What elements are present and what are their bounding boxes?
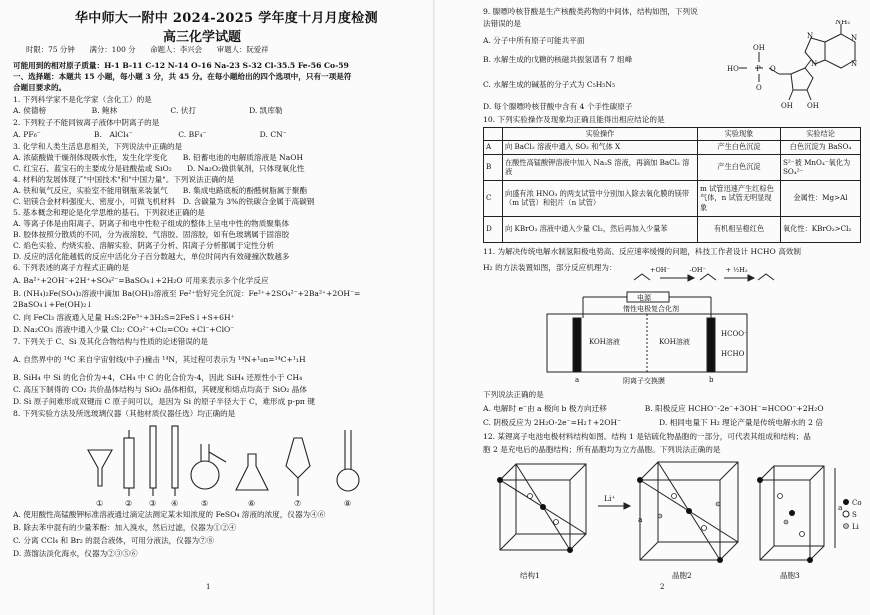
q7-option-a: A. 自然界中的 ¹⁴C 来自宇宙射线(中子)撞击 ¹⁴N，其过程可表示为 ¹⁴N+¹₀n=¹⁴C+¹₁H [13,355,306,364]
q8-option-d: D. 蒸馏法淡化海水，仪器为②③⑤⑥ [13,549,138,558]
burette-alt-icon [172,426,178,496]
q4-option-cd: C. 铝镁合金材料强度大、密度小，可做飞机材料 D. 含碳量为 3%的铁碳合金属于高碳钢 [13,197,315,206]
mol-ho: HO [727,65,739,73]
q5-option-a: A. 等离子体是由阳离子、阴离子和电中性粒子组成的整体上呈电中性的物质聚集体 [13,219,290,228]
flask-icon [191,444,226,489]
device-power-label: 电源 [637,294,651,302]
funnel-icon [88,450,112,486]
table-cell: 在酸性高锰酸钾溶液中加入 Na₂S 溶液，再滴加 BaCl₂ 溶液 [503,154,698,180]
crystal-arrow-label: Li⁺ [604,494,616,503]
mol-n1: N [851,34,858,42]
q5-option-c: C. 焰色实验、灼烧实验、溶解实验、阴离子分析、阳离子分析都属于定性分析 [13,241,274,250]
mol-n4: N [811,60,818,68]
apparatus-label-2: ② [125,499,133,508]
legend-s: S [852,511,857,519]
q8-option-a: A. 使用酸性高锰酸钾标准溶液通过滴定法测定某未知浓度的 FeSO₄ 溶液的浓度，仪器为④⑥ [13,510,326,519]
device-membrane: 阴离子交换膜 [623,377,665,385]
q9-stem: 9. 腺嘌呤核苷酸是生产核酸类药物的中间体，结构如图，下列说 [483,7,698,16]
conical-flask-icon [236,454,268,490]
device-film-label: 惰性电极复合化剂 [623,305,679,313]
q3-stem: 3. 化学和人类生活息息相关，下列说法中正确的是 [13,142,183,151]
q9-option-c: C. 水解生成的碱基的分子式为 C₅H₅N₅ [483,80,616,89]
legend-li: Li [852,523,859,531]
mol-oh-right: OH [807,102,819,110]
device-koh-right: KOH溶液 [659,338,690,346]
crystal-legend [843,499,862,531]
mechanism-text: +OH⁻ -OH⁻ + ½H₂ [650,266,748,274]
q6-option-a: A. Ba²⁺+2OH⁻+2H⁺+SO₄²⁻=BaSO₄↓+2H₂O 可用来表示多个化学反应 [13,276,269,285]
table-cell: C [484,180,503,216]
table-row [484,140,861,154]
mol-o-bridge: O [770,65,776,73]
apparatus-label-3: ③ [149,499,157,508]
table-cell: 产生白色沉淀 [698,140,781,154]
device-hcoo: HCOO⁻ [721,330,748,338]
q3-option-ab: A. 浓硫酸做干燥剂体现吸水性，发生化学变化 B. 铅蓄电池的电解质溶液是 NaOH [13,153,304,162]
q6-stem: 6. 下列表述的离子方程式正确的是 [13,263,129,272]
q4-option-ab: A. 铁和氧气反应，实验室不能用钢瓶来装氯气 B. 集成电路底板的酚醛树脂属于聚酯 [13,186,308,195]
table-cell: 氧化性：KBrO₃>Cl₂ [781,216,861,242]
section-header-cont: 合题目要求的。 [13,83,67,92]
table-header [484,128,503,141]
table-cell: D [484,216,503,242]
legend-co: Co [852,499,862,507]
apparatus-figure [80,420,380,508]
table-cell: A [484,140,503,154]
table-cell: 向 KBrO₃ 溶液中通入少量 Cl₂，然后再加入少量苯 [503,216,698,242]
mol-p: P [756,65,761,73]
table-cell: 产生白色沉淀 [698,154,781,180]
molecule-figure [725,20,865,112]
electrolysis-figure [533,290,773,386]
table-header: 实验结论 [781,128,861,141]
q8-option-c: C. 分离 CCl₄ 和 Br₂ 的混合液体，可用分液法，仪器为⑦⑧ [13,536,215,545]
q5-option-b: B. 胶体按照分散质的不同，分为液溶胶、气溶胶、固溶胶，如有色玻璃属于固溶胶 [13,230,290,239]
condenser-icon [124,430,134,496]
exam-info: 时限：75 分钟 满分：100 分 命题人：李兴会 审题人：阮爱祥 [26,45,269,54]
crystal-dim-a1: a [638,515,643,524]
table-header: 实验操作 [503,128,698,141]
q6-option-d: D. Na₂CO₃ 溶液中通入少量 Cl₂: CO₃²⁻+Cl₂=CO₂ +Cl⁻+ClO⁻ [13,325,235,334]
exam-title: 华中师大一附中 2024-2025 学年度十月月度检测 [75,11,378,26]
table-cell: 金属性：Mg>Al [781,180,861,216]
volumetric-flask-icon [337,430,359,491]
q1-stem: 1. 下列科学家不是化学家（含化工）的是 [13,95,152,104]
q9-option-a: A. 分子中所有原子可能共平面 [483,36,585,45]
q8-stem: 8. 下列实验方法及所选玻璃仪器（其他材质仪器任选）均正确的是 [13,409,236,418]
q8-option-b: B. 除去苯中混有的少量苯酚：加入溴水，然后过滤，仪器为①②④ [13,523,237,532]
q1-options: A. 侯德榜 B. 鲍林 C. 伏打 D. 凯库勒 [13,106,283,115]
apparatus-label-4: ④ [171,499,179,508]
table-cell: B [484,154,503,180]
device-koh-left: KOH溶液 [589,338,620,346]
q6-option-b-cont: 2BaSO₄↓+Fe(OH)₂↓ [13,300,93,309]
page-number-right: 2 [660,583,665,591]
q6-option-b: B. (NH₄)₂Fe(SO₄)₂溶液中滴加 Ba(OH)₂溶液至 Fe²⁺恰好完全沉淀：Fe²⁺+2SO₄²⁻+2Ba²⁺+2OH⁻= [13,289,361,298]
apparatus-label-1: ① [96,499,104,508]
q7-option-b: B. SiH₄ 中 Si 的化合价为+4，CH₄ 中 C 的化合价为-4，因此 SiH₄ 还原性小于 CH₄ [13,373,303,382]
page-number-left: 1 [206,583,211,591]
mol-nh2: NH₂ [835,20,851,26]
section-header: 一、选择题：本题共 15 小题，每小题 3 分，共 45 分。在每小题给出的四个选项中，只有一项是符 [13,72,352,81]
table-row [484,154,861,180]
table-row [484,216,861,242]
q3-option-cd: C. 红宝石、蓝宝石的主要成分是硅酸盐或 SiO₂ D. Na₂O₂做供氧剂，只体现氧化性 [13,164,305,173]
q4-stem: 4. 材料的发展体现了"中国技术"和"中国力量"。下列说法正确的是 [13,175,235,184]
q11-stem-cont: H₂ 的方法装置如图，部分反应机理为： [483,263,617,272]
mechanism-figure [630,264,790,290]
table-cell: 有机相呈橙红色 [698,216,781,242]
q7-option-c: C. 高压下制得的 CO₂ 共价晶体结构与 SiO₂ 晶体相似，其硬度和熔点均高于 SiO₂ 晶体 [13,385,307,394]
mol-oh-left: OH [781,102,793,110]
q10-stem: 10. 下列实验操作及现象均正确且能得出相应结论的是 [483,115,665,124]
q11-option-cd: C. 阴极反应为 2H₂O-2e⁻=H₂↑+2OH⁻ D. 相同电量下 H₂ 理论产量是传统电解水的 2 倍 [483,418,823,427]
device-electrode-a: a [575,376,580,384]
q5-option-d: D. 反应的活化能越低的反应中活化分子百分数越大，单位时间内有效碰撞次数越多 [13,252,290,261]
q11-prompt: 下列说法正确的是 [483,390,544,399]
q11-stem: 11. 为解决传统电解水制氢阳极电势高、反应速率缓慢的问题，科技工作者设计 HCHO 高效制 [483,247,801,256]
exam-subtitle: 高三化学试题 [163,30,242,45]
apparatus-label-7: ⑦ [294,499,302,508]
q5-stem: 5. 基本概念和理论是化学思维的基石。下列叙述正确的是 [13,208,205,217]
table-cell: 向 BaCl₂ 溶液中通入 SO₂ 和气体 X [503,140,698,154]
crystal-figure [490,456,865,586]
crystal-caption-2: 晶胞2 [672,571,692,580]
q9-option-b: B. 水解生成的戊糖的核磁共振氢谱有 7 组峰 [483,55,633,64]
crystal-dim-a2: a [838,503,843,512]
q12-stem: 12. 某锂离子电池电极材料结构如图。结构 1 是钴硫化物晶胞的一部分，可代表其组成和结构；晶 [483,432,811,441]
mol-o-dbl: O [756,84,762,92]
crystal-caption-1: 结构1 [520,571,540,580]
apparatus-label-6: ⑥ [248,499,256,508]
table-row [484,180,861,216]
q11-option-ab: A. 电解时 e⁻由 a 极向 b 极方向迁移 B. 阳极反应 HCHO⁻-2e⁻+3OH⁻=HCOO⁻+2H₂O [483,404,824,413]
table-cell: 向盛有浓 HNO₃ 的两支试管中分别加入除去氧化膜的镁带（m 试管）和铝片（n 试管） [503,180,698,216]
q2-options: A. PF₆⁻ B. AlCl₄⁻ C. BF₄⁻ D. CN⁻ [13,130,287,139]
apparatus-label-8: ⑧ [344,499,352,508]
q7-option-d: D. Si 原子间难形成双键而 C 原子间可以，是因为 Si 的原子半径大于 C，难形成 p-pπ 键 [13,397,315,406]
q6-option-c: C. 向 FeCl₃ 溶液通入足量 H₂S:2Fe³⁺+3H₂S=2FeS↓+S+6H⁺ [13,313,235,322]
atomic-mass-line: 可能用到的相对原子质量：H-1 B-11 C-12 N-14 O-16 Na-23 S-32 Cl-35.5 Fe-56 Co-59 [13,61,349,70]
q10-table [483,127,861,243]
mol-n2: N [851,60,858,68]
table-cell: 白色沉淀为 BaSO₄ [781,140,861,154]
table-cell: S²⁻被 MnO₄⁻氧化为 SO₄²⁻ [781,154,861,180]
q7-stem: 7. 下列关于 C、Si 及其化合物结构与性质的论述错误的是 [13,337,208,346]
table-cell: m 试管迅速产生红棕色气体，n 试管无明显现象 [698,180,781,216]
mol-n3: N [807,32,814,40]
device-electrode-b: b [709,376,714,384]
q2-stem: 2. 下列粒子不能同铵离子液体中阴离子的是 [13,118,160,127]
table-header: 实验现象 [698,128,781,141]
mol-oh-top: OH [753,44,765,52]
device-hcho: HCHO [721,350,745,358]
q9-option-d: D. 每个腺嘌呤核苷酸中含有 4 个手性碳原子 [483,102,633,111]
table-header-row [484,128,861,141]
right-page [435,0,870,615]
separating-funnel-icon [286,438,310,496]
crystal-caption-3: 晶胞3 [780,571,800,580]
q9-stem-cont: 法错误的是 [483,19,521,28]
apparatus-label-5: ⑤ [201,499,209,508]
q12-stem-cont: 胞 2 是充电后的晶胞结构；所有晶胞均为立方晶胞。下列说法正确的是 [483,445,721,454]
burette-icon [150,426,156,496]
